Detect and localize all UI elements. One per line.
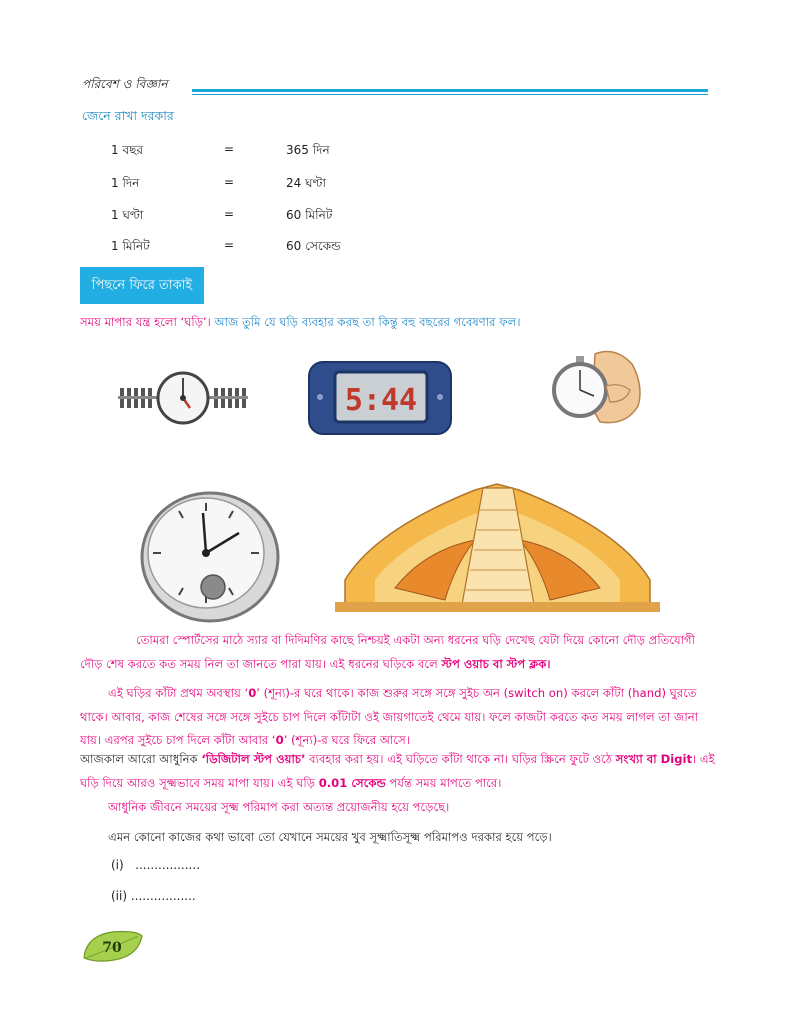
usage-text-1: এই ঘড়ির কাঁটা প্রথম অবস্থায় ‘ <box>108 686 249 700</box>
conversion-row <box>0 175 791 195</box>
conversion-lhs: 1 ঘণ্টা <box>111 208 144 222</box>
intro-line <box>80 311 720 335</box>
header-rule <box>192 89 708 92</box>
conversion-rhs: 60 সেকেন্ড <box>286 239 341 253</box>
analog-pocket-watch-icon <box>133 485 283 625</box>
running-header-title: পরিবেশ ও বিজ্ঞান <box>82 77 168 91</box>
digital-text-3: । এই ঘড়ি দিয়ে আরও সূক্ষ্মভাবে সময় মাপা যায়। এই ঘড়ি <box>80 752 715 790</box>
intro-highlight: সময় মাপার যন্ত্র হলো ‘ঘড়ি’। <box>80 315 211 329</box>
look-back-banner: পিছনে ফিরে তাকাই <box>80 267 204 304</box>
digital-stopwatch-paragraph <box>80 748 720 795</box>
precision-term: 0.01 সেকেন্ড <box>318 775 386 790</box>
conversion-rhs: 24 ঘণ্টা <box>286 176 326 190</box>
header-rule-thin <box>192 94 708 95</box>
stopwatch-in-hand-icon <box>540 346 645 432</box>
zero-value: 0 <box>275 733 284 747</box>
answer-blank[interactable]: ................. <box>130 889 196 903</box>
answer-line[interactable] <box>111 889 196 903</box>
zero-value: 0 <box>248 686 257 700</box>
equals-sign: = <box>224 142 235 156</box>
conversion-lhs: 1 মিনিট <box>111 239 150 253</box>
conversion-row <box>0 238 791 258</box>
conversion-lhs: 1 দিন <box>111 176 140 190</box>
digital-stopwatch-term: ‘ডিজিটাল স্টপ ওয়াচ’ <box>201 752 306 766</box>
equals-sign: = <box>224 175 235 189</box>
answer-label: (i) <box>111 858 124 872</box>
equals-sign: = <box>224 238 235 252</box>
digital-text-2: ব্যবহার করা হয়। এই ঘড়িতে কাঁটা থাকে না। ঘড়ির স্ক্রিনে ফুটে ওঠে <box>305 752 616 766</box>
equals-sign: = <box>224 207 235 221</box>
digital-clock-icon <box>305 356 455 440</box>
usage-text-3: ’ (শূন্য)-র ঘরে ফিরে আসে। <box>283 733 410 747</box>
digit-term: সংখ্যা বা Digit <box>615 752 693 766</box>
conversion-rhs: 60 মিনিট <box>286 208 333 222</box>
digital-text-1: আজকাল আরো আধুনিক <box>80 752 202 766</box>
stopwatch-paragraph-text: তোমরা স্পোর্টসের মাঠে স্যার বা দিদিমণির কাছে নিশ্চয়ই একটা অন্য ধরনের ঘড়ি দেখেছ যেটা দিয়ে কোনো দৌড় প্রতিযোগী দৌড় শেষ করতে কত সময় নিল তা জানতে পারা যায়। এই ধরনের ঘড়িকে বলে <box>80 633 695 671</box>
conversion-row <box>0 207 791 227</box>
thinking-prompt: এমন কোনো কাজের কথা ভাবো তো যেখানে সময়ের খুব সূক্ষ্মাতিসূক্ষ্ম পরিমাপও দরকার হয়ে পড়ে। <box>108 830 552 844</box>
conversion-row <box>0 142 791 162</box>
digital-text-4: পর্যন্ত সময় মাপতে পারে। <box>385 775 502 790</box>
know-heading: জেনে রাখা দরকার <box>82 108 174 123</box>
conversion-lhs: 1 বছর <box>111 143 144 157</box>
stopwatch-term: স্টপ ওয়াচ বা স্টপ ক্লক। <box>441 656 551 671</box>
digital-display-digits: 5:44 <box>344 383 418 418</box>
stopwatch-usage-paragraph <box>80 682 720 753</box>
answer-label: (ii) <box>111 889 128 903</box>
usage-text-2: ’ (শূন্য)-র ঘরে থাকে। কাজ শুরুর সঙ্গে সঙ্গে সুইচ অন (switch on) করলে কাঁটা (hand) ঘুরতে থাকে। আবার, কাজ শেষের সঙ্গে সঙ্গে সুইচে চাপ দিলে কাঁটাটা ওই জায়গাতেই থেমে যায়। ফলে কাজটা করতে কত সময় লাগল তা জানা যায়। এরপর সুইচে চাপ দিলে কাঁটা আবার ‘ <box>80 686 699 747</box>
answer-blank[interactable]: ................. <box>135 858 201 872</box>
importance-line: আধুনিক জীবনে সময়ের সূক্ষ্ম পরিমাপ করা অত্যন্ত প্রয়োজনীয় হয়ে পড়েছে। <box>108 800 450 814</box>
sundial-clock-icon <box>110 356 260 436</box>
stopwatch-paragraph <box>80 629 720 676</box>
intro-rest: আজ তুমি যে ঘড়ি ব্যবহার করছ তা কিন্তু বহু বছরের গবেষণার ফল। <box>210 315 521 329</box>
conversion-rhs: 365 দিন <box>286 143 330 157</box>
page-number-leaf-icon <box>80 928 146 964</box>
jantar-mantar-observatory-icon <box>335 470 660 618</box>
answer-line[interactable] <box>111 858 200 872</box>
page-number: 70 <box>102 940 122 956</box>
